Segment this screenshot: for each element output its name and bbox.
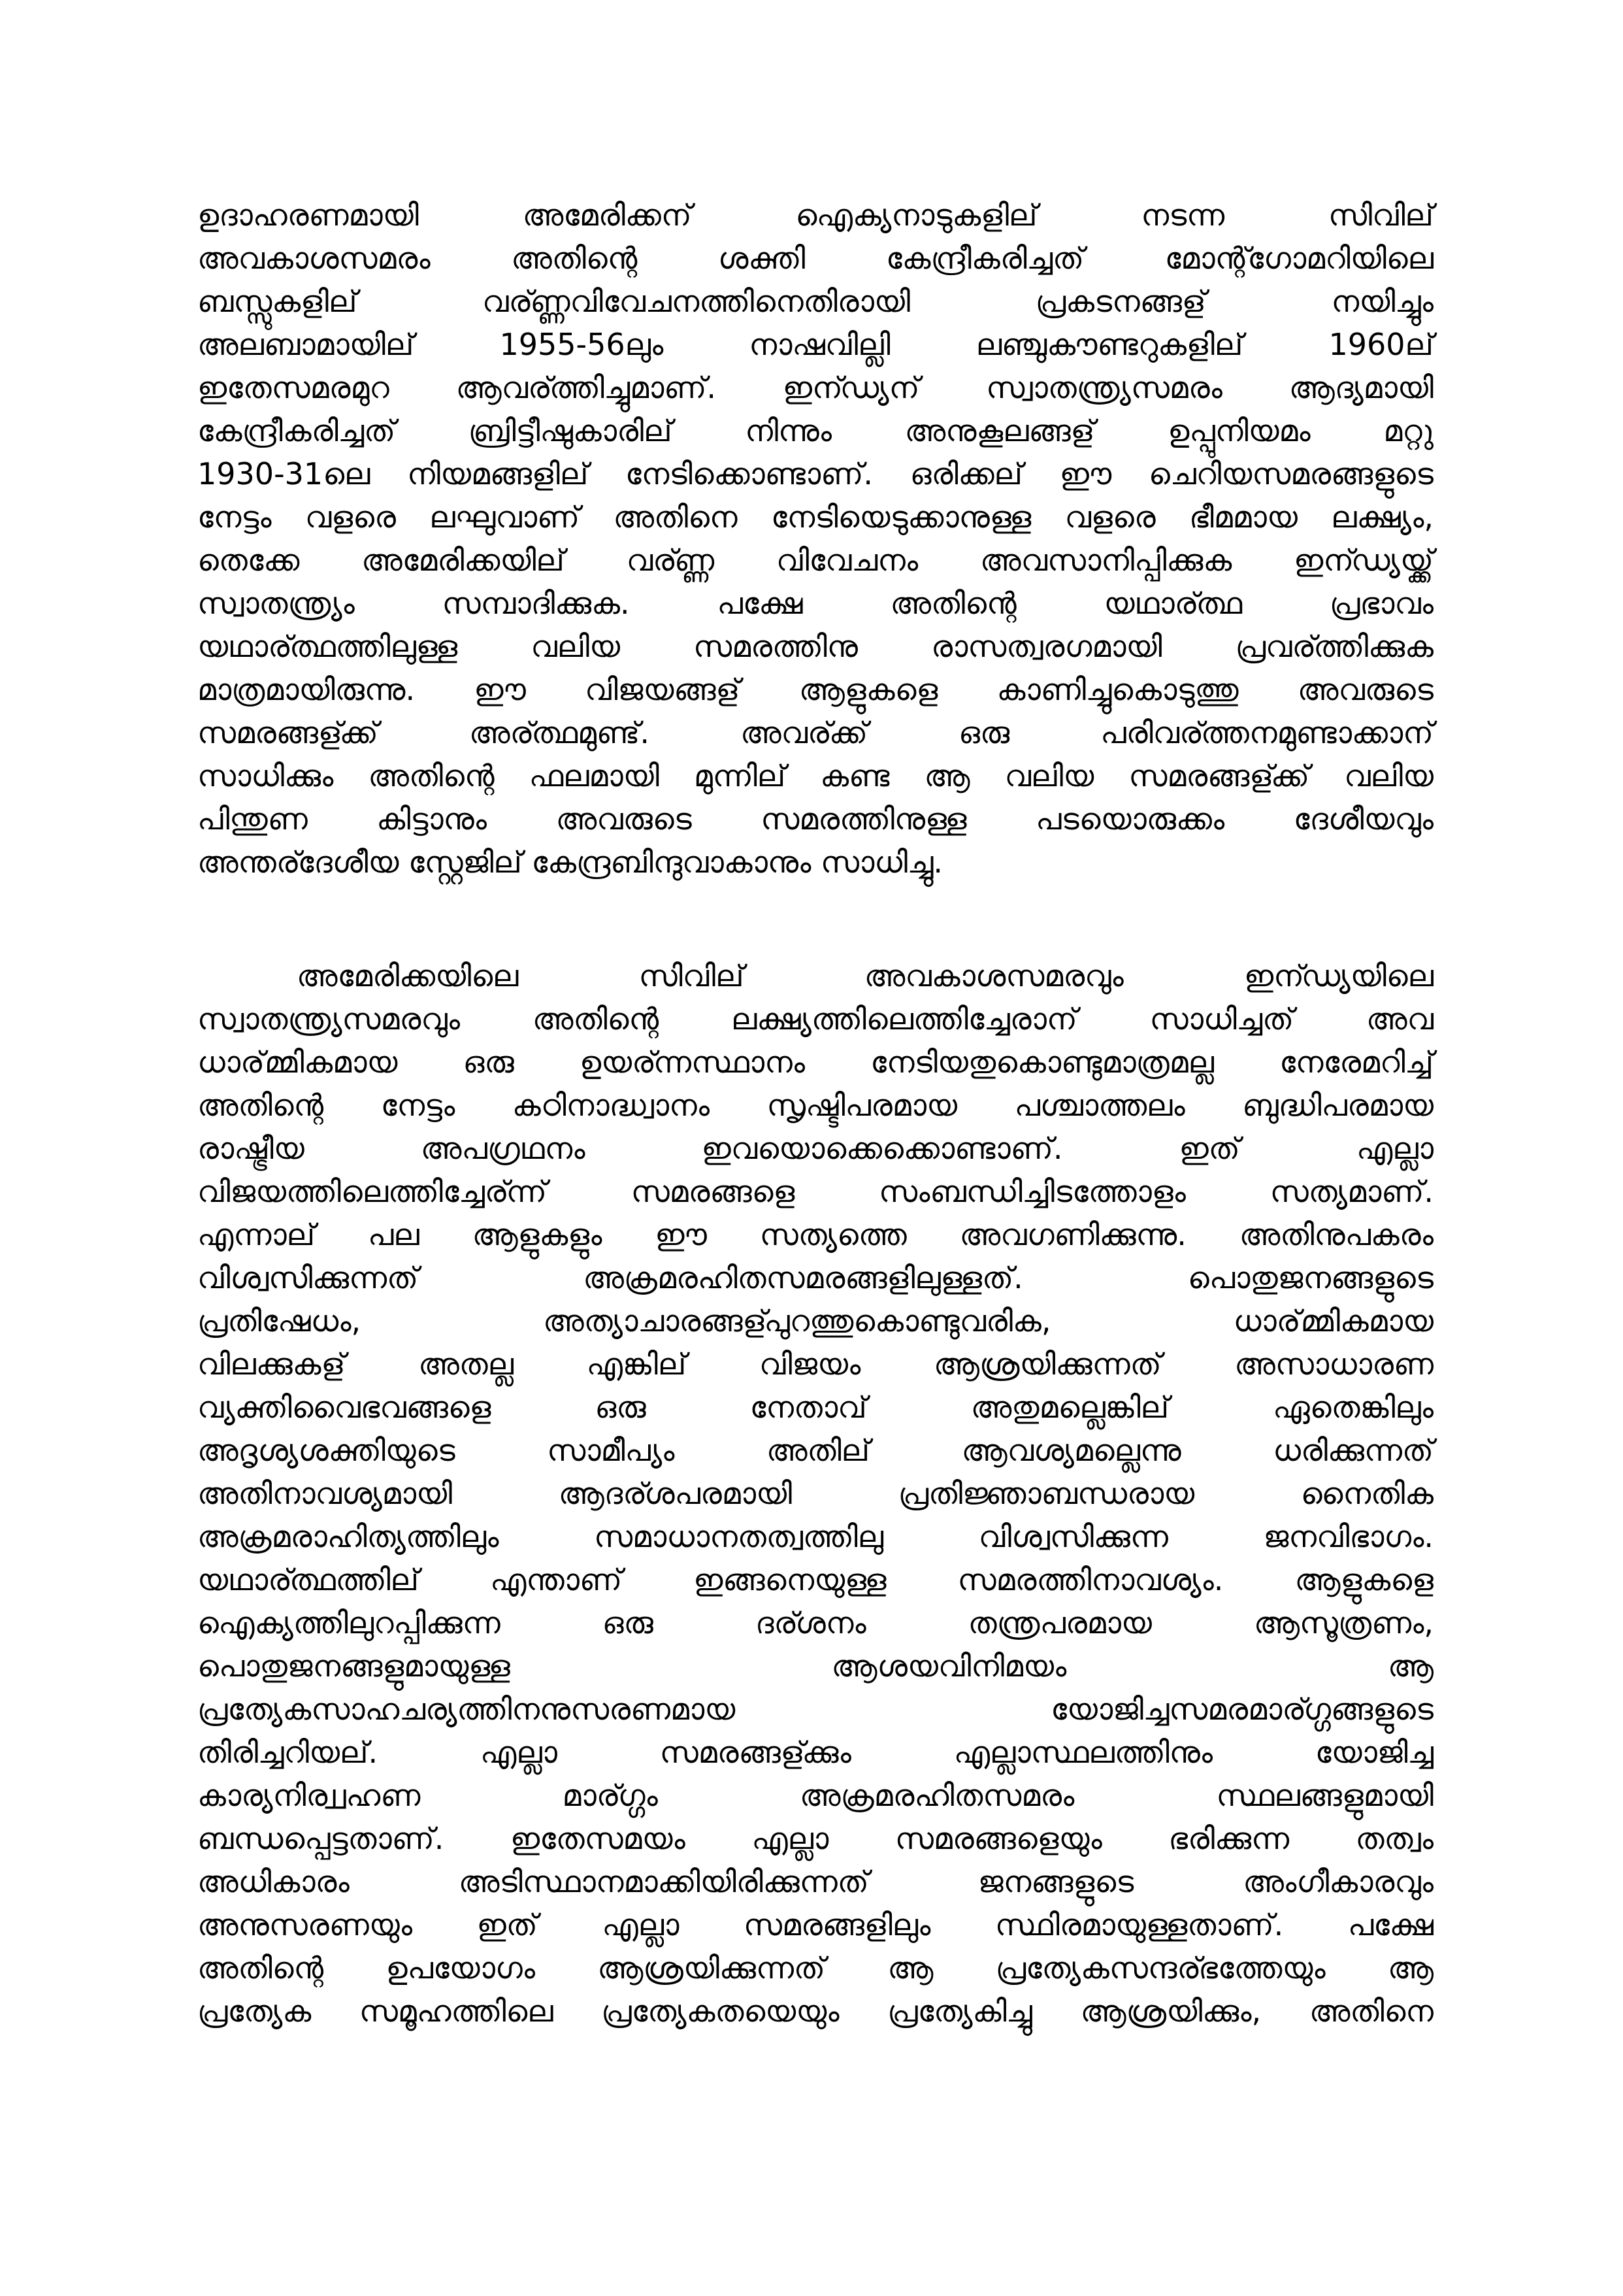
text-line: വ്യക്തിവൈഭവങ്ങളെ ഒരു നേതാവ് അതുമല്ലെങ്കില് ഏതെങ്കിലും <box>197 1389 1434 1425</box>
text-line: പൊതുജനങ്ങളുമായുള്ള ആശയവിനിമയം ആ <box>197 1648 1434 1684</box>
text-line: ധാര്മ്മികമായ ഒരു ഉയര്ന്നസ്ഥാനം നേടിയതുകൊണ്ടുമാത്രമല്ല നേരേമറിച്ച് <box>197 1044 1434 1080</box>
text-line: അതിന്റെ നേട്ടം കഠിനാദ്ധ്വാനം സൃഷ്ടിപരമായ പശ്ചാത്തലം ബുദ്ധിപരമായ <box>197 1088 1434 1123</box>
text-line: പ്രത്യേകസാഹചര്യത്തിനനുസരണമായ യോജിച്ചസമരമാര്ഗ്ഗങ്ങളുടെ <box>197 1691 1434 1727</box>
paragraph-spacer <box>197 884 1434 954</box>
text-line: സ്വാതന്ത്ര്യസമരവും അതിന്റെ ലക്ഷ്യത്തിലെത്തിച്ചേരാന് സാധിച്ചത് അവ <box>197 1001 1434 1037</box>
text-line: ബന്ധപ്പെട്ടതാണ്. ഇതേസമയം എല്ലാ സമരങ്ങളെയും ഭരിക്കുന്ന തത്വം <box>197 1821 1434 1856</box>
text-line: കാര്യനിര്വ്വഹണ മാര്ഗ്ഗം അക്രമരഹിതസമരം സ്ഥലങ്ങളുമായി <box>197 1778 1434 1813</box>
text-line: അക്രമരാഹിത്യത്തിലും സമാധാനതത്വത്തിലു വിശ്വസിക്കുന്ന ജനവിഭാഗം. <box>197 1519 1434 1554</box>
text-line: കേന്ദ്രീകരിച്ചത് ബ്രിട്ടീഷുകാരില് നിന്നും അനുകൂലങ്ങള് ഉപ്പുനിയമം മറ്റു <box>197 413 1434 448</box>
paragraph-2 <box>197 954 1434 2033</box>
text-line: 1930-31ലെ നിയമങ്ങളില് നേടിക്കൊണ്ടാണ്. ഒരിക്കല് ഈ ചെറിയസമരങ്ങളുടെ <box>197 456 1434 491</box>
text-line: രാഷ്ട്രീയ അപഗ്രഥനം ഇവയൊക്കെക്കൊണ്ടാണ്. ഇത് എല്ലാ <box>197 1131 1434 1166</box>
text-line: മാത്രമായിരുന്നു. ഈ വിജയങ്ങള് ആളുകളെ കാണിച്ചുകൊടുത്തു അവരുടെ <box>197 672 1434 707</box>
text-line: അതിന്റെ ഉപയോഗം ആശ്രയിക്കുന്നത് ആ പ്രത്യേകസന്ദര്ഭത്തേയും ആ <box>197 1950 1434 1986</box>
text-line: എന്നാല് പല ആളുകളും ഈ സത്യത്തെ അവഗണിക്കുന്നു. അതിനുപകരം <box>197 1217 1434 1252</box>
text-line: നേട്ടം വളരെ ലഘുവാണ് അതിനെ നേടിയെടുക്കാനുള്ള വളരെ ഭീമമായ ലക്ഷ്യം, <box>197 499 1434 535</box>
text-line: അദൃശ്യശക്തിയുടെ സാമീപ്യം അതില് ആവശ്യമല്ലെന്നു ധരിക്കുന്നത് <box>197 1433 1434 1468</box>
text-line: അനുസരണയും ഇത് എല്ലാ സമരങ്ങളിലും സ്ഥിരമായുള്ളതാണ്. പക്ഷേ <box>197 1907 1434 1942</box>
text-line: അമേരിക്കയിലെ സിവില് അവകാശസമരവും ഇന്ഡ്യയിലെ <box>297 958 1434 993</box>
text-line: ഉദാഹരണമായി അമേരിക്കന് ഐക്യനാടുകളില് നടന്ന സിവില് <box>197 197 1434 233</box>
text-line: അലബാമായില് 1955-56ലും നാഷവില്ലി ലഞ്ചുകൗണ്ടറുകളില് 1960ല് <box>197 327 1434 362</box>
text-line: അവകാശസമരം അതിന്റെ ശക്തി കേന്ദ്രീകരിച്ചത് മോന്റ്ഗോമറിയിലെ <box>197 241 1434 276</box>
text-line: പ്രതിഷേധം, അത്യാചാരങ്ങള്പുറത്തുകൊണ്ടുവരിക, ധാര്മ്മികമായ <box>197 1303 1434 1339</box>
text-line: അന്തര്ദേശീയ സ്റ്റേജില് കേന്ദ്രബിന്ദുവാകാനും സാധിച്ചു. <box>197 844 943 880</box>
text-line: ബസ്സുകളില് വര്ണ്ണവിവേചനത്തിനെതിരായി പ്രകടനങ്ങള് നയിച്ചും <box>197 284 1434 319</box>
text-line: അധികാരം അടിസ്ഥാനമാക്കിയിരിക്കുന്നത് ജനങ്ങളുടെ അംഗീകാരവും <box>197 1864 1434 1899</box>
text-line: അതിനാവശ്യമായി ആദര്ശപരമായി പ്രതിജ്ഞാബന്ധരായ നൈതിക <box>197 1476 1434 1511</box>
document-body <box>197 193 1434 2033</box>
text-line: യഥാര്ത്ഥത്തിലുള്ള വലിയ സമരത്തിനു രാസത്വരഗമായി പ്രവര്ത്തിക്കുക <box>197 629 1434 664</box>
text-line: തിരിച്ചറിയല്. എല്ലാ സമരങ്ങള്ക്കും എല്ലാസ്ഥലത്തിനും യോജിച്ച <box>197 1735 1434 1770</box>
text-line: വിജയത്തിലെത്തിച്ചേര്ന്ന് സമരങ്ങളെ സംബന്ധിച്ചിടത്തോളം സത്യമാണ്. <box>197 1174 1434 1209</box>
text-line: വിശ്വസിക്കുന്നത് അക്രമരഹിതസമരങ്ങളിലുള്ളത്. പൊതുജനങ്ങളുടെ <box>197 1260 1434 1295</box>
text-line: പിന്തുണ കിട്ടാനും അവരുടെ സമരത്തിനുള്ള പടയൊരുക്കം ദേശീയവും <box>197 801 1434 837</box>
text-line: സമരങ്ങള്ക്ക് അര്ത്ഥമുണ്ട്. അവര്ക്ക് ഒരു പരിവര്ത്തനമുണ്ടാക്കാന് <box>197 715 1434 750</box>
paragraph-1 <box>197 193 1434 884</box>
text-line: സാധിക്കും അതിന്റെ ഫലമായി മുന്നില് കണ്ട ആ വലിയ സമരങ്ങള്ക്ക് വലിയ <box>197 758 1434 793</box>
text-line: സ്വാതന്ത്ര്യം സമ്പാദിക്കുക. പക്ഷേ അതിന്റെ യഥാര്ത്ഥ പ്രഭാവം <box>197 586 1434 621</box>
text-line: ഐക്യത്തിലുറപ്പിക്കുന്ന ഒരു ദര്ശനം തന്ത്രപരമായ ആസൂത്രണം, <box>197 1605 1434 1640</box>
text-line: പ്രത്യേക സമൂഹത്തിലെ പ്രത്യേകതയെയും പ്രത്യേകിച്ചു ആശ്രയിക്കും, അതിനെ <box>197 1993 1434 2029</box>
text-line: യഥാര്ത്ഥത്തില് എന്താണ് ഇങ്ങനെയുള്ള സമരത്തിനാവശ്യം. ആളുകളെ <box>197 1562 1434 1597</box>
text-line: വിലക്കുകള് അതല്ല എങ്കില് വിജയം ആശ്രയിക്കുന്നത് അസാധാരണ <box>197 1346 1434 1382</box>
text-line: ഇതേസമരമുറ ആവര്ത്തിച്ചുമാണ്. ഇന്ഡ്യന് സ്വാതന്ത്ര്യസമരം ആദ്യമായി <box>197 370 1434 405</box>
text-line: തെക്കേ അമേരിക്കയില് വര്ണ്ണ വിവേചനം അവസാനിപ്പിക്കുക ഇന്ഡ്യയ്ക്ക് <box>197 542 1434 578</box>
